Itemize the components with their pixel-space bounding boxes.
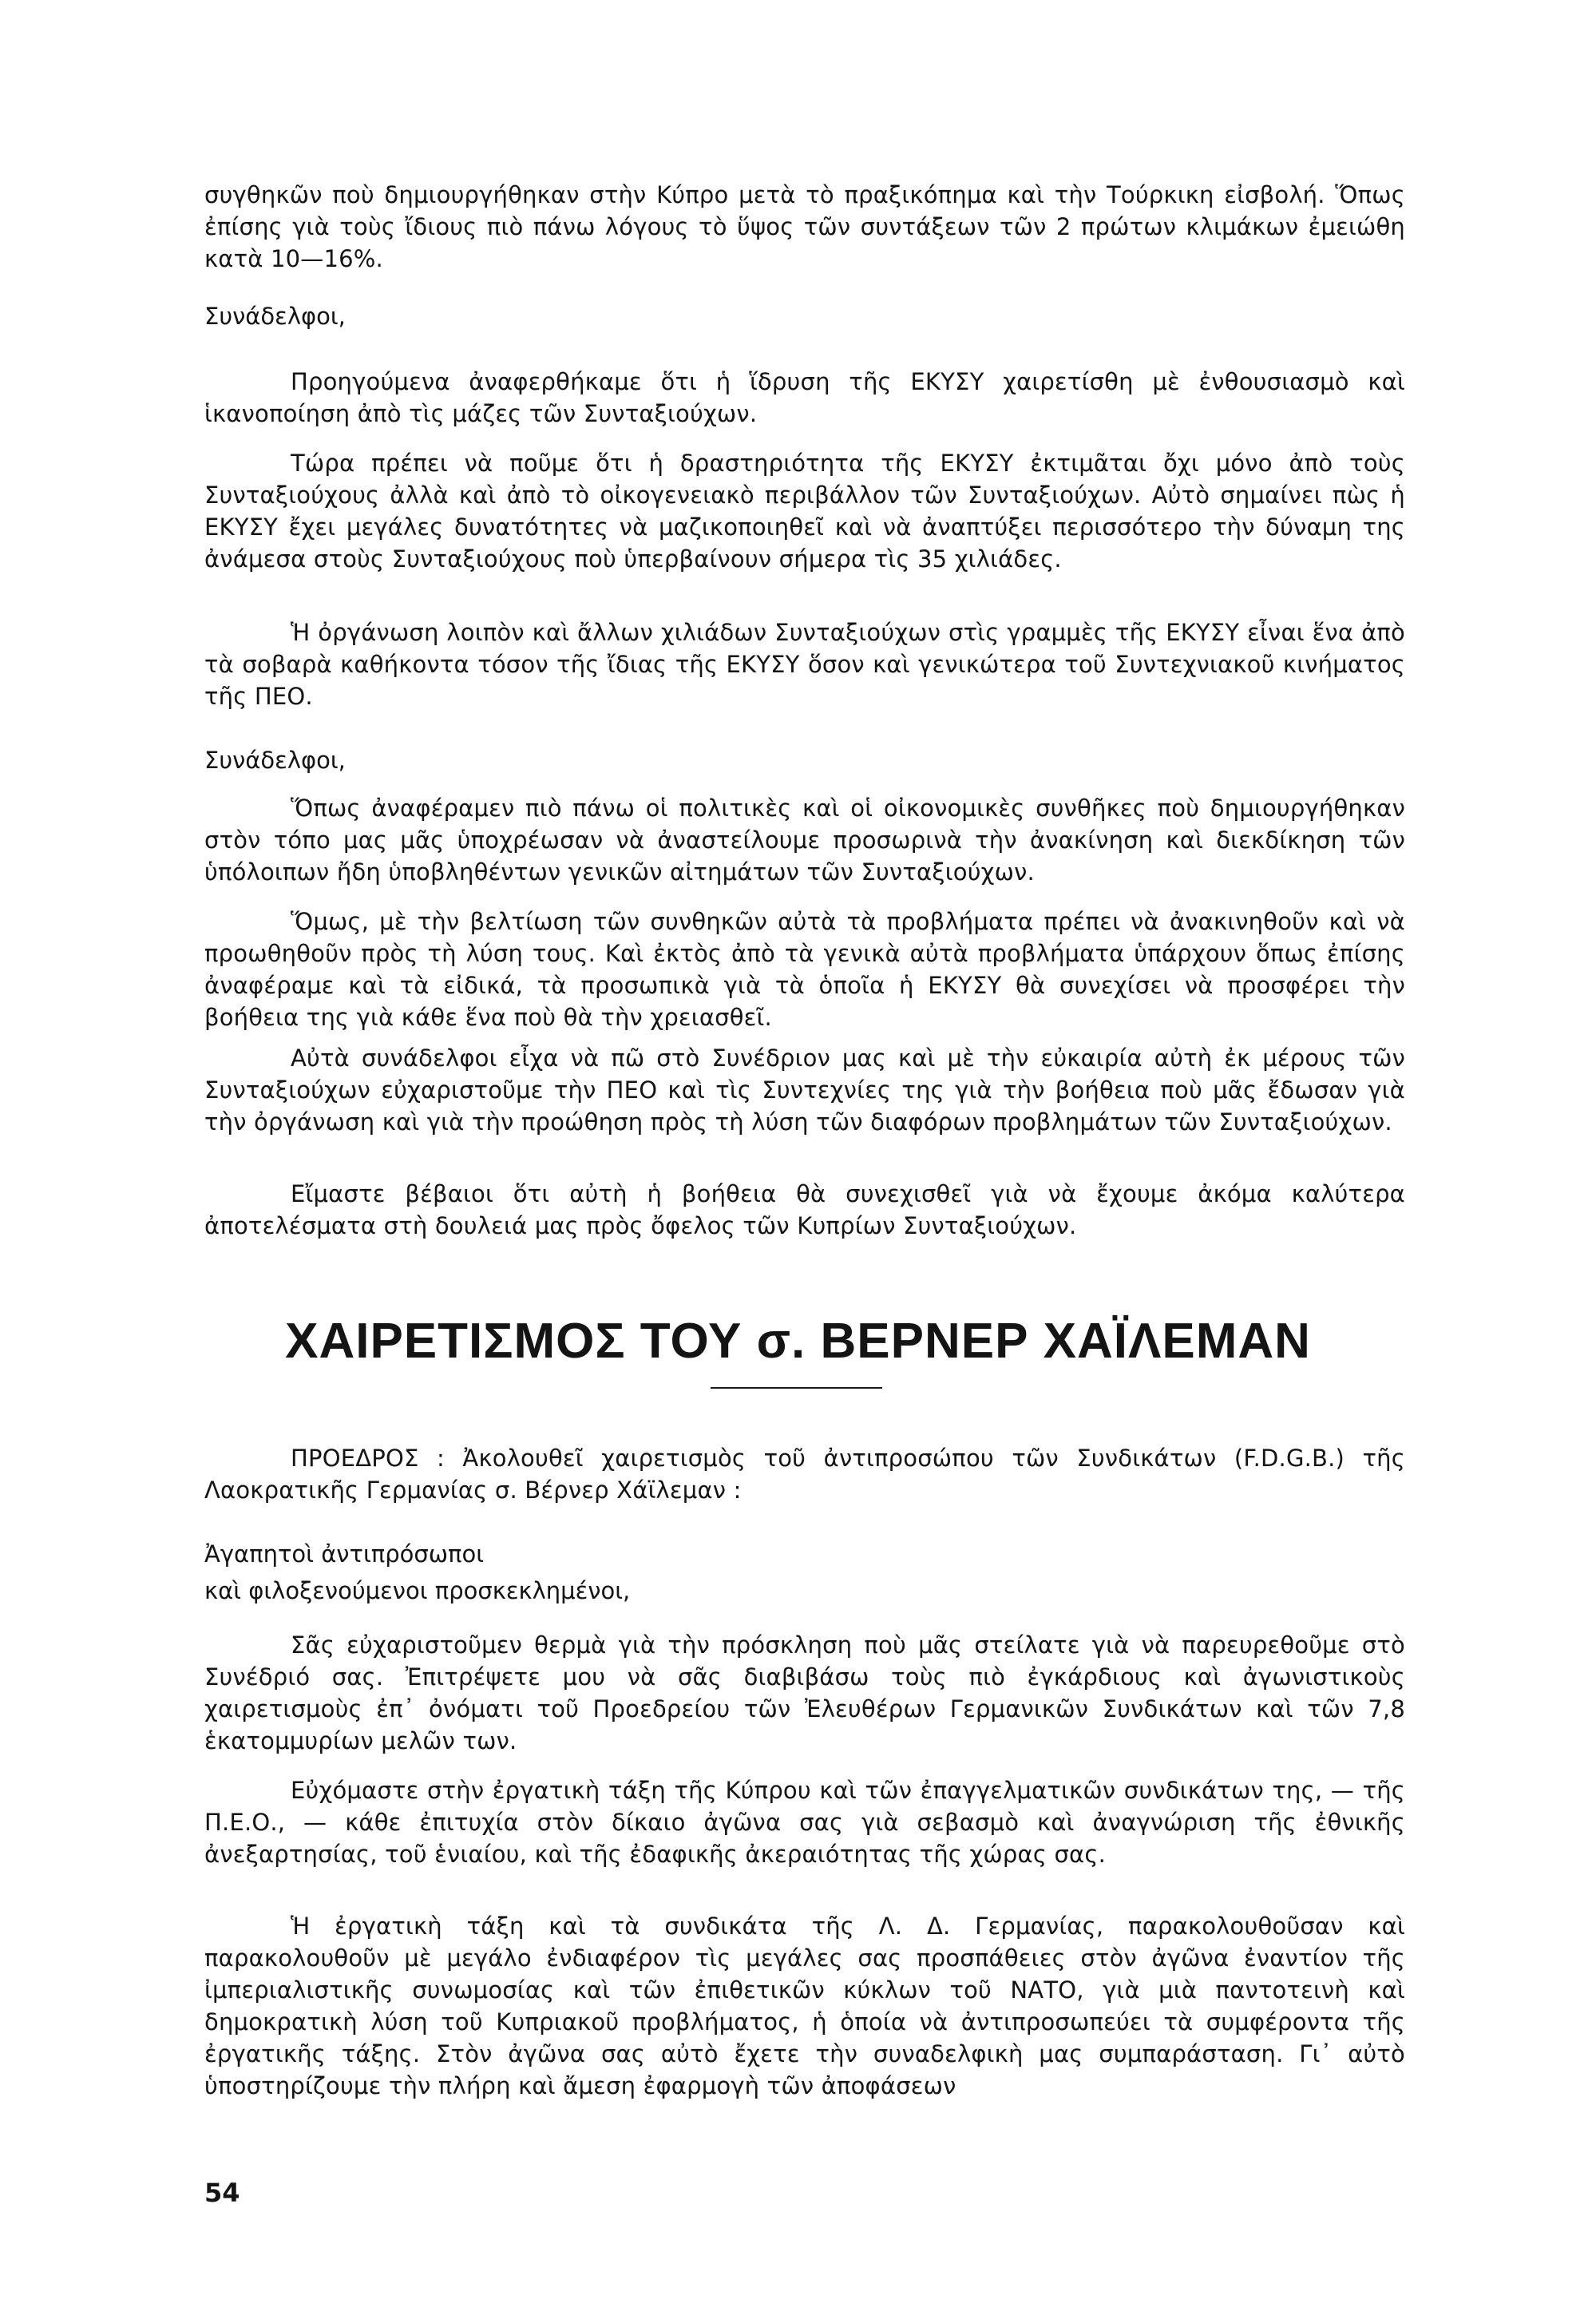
paragraph-problems: Ὅμως, μὲ τὴν βελτίωση τῶν συνθηκῶν αὐτὰ τὰ προβλήματα πρέπει νὰ ἀνακινηθοῦν καὶ νὰ προωθηθοῦν πρὸς τὴ λύση τους. Καὶ ἐκτὸς ἀπὸ τὰ γενικὰ αὐτὰ προβλήματα ὑπάρχουν ὅπως ἐπίσης ἀναφέραμε καὶ τὰ εἰδικά, τὰ προσωπικὰ γιὰ τὰ ὁποῖα ἡ ΕΚΥΣΥ θὰ συνεχίσει νὰ προσφέρει τὴν βοήθεια της γιὰ κάθε ἕνα ποὺ θὰ τὴν χρειασθεῖ. (204, 908, 1405, 1031)
paragraph-ekysy-founding: Προηγούμενα ἀναφερθήκαμε ὅτι ἡ ἵδρυση τῆς ΕΚΥΣΥ χαιρετίσθη μὲ ἐνθουσιασμὸ καὶ ἱκανοποίηση ἀπὸ τὶς μάζες τῶν Συνταξιούχων. (204, 368, 1405, 427)
salutation-guests: καὶ φιλοξενούμενοι προσκεκλημένοι, (204, 1577, 631, 1604)
page-number: 54 (204, 2178, 240, 2208)
paragraph-organisation: Ἡ ὀργάνωση λοιπὸν καὶ ἄλλων χιλιάδων Συνταξιούχων στὶς γραμμὲς τῆς ΕΚΥΣΥ εἶναι ἕνα ἀπὸ τὰ σοβαρὰ καθήκοντα τόσον τῆς ἴδιας τῆς ΕΚΥΣΥ ὅσον καὶ γενικώτερα τοῦ Συντεχνιακοῦ κινήματος τῆς ΠΕΟ. (204, 619, 1405, 710)
heading-underline (711, 1387, 882, 1389)
section-heading: ΧΑΙΡΕΤΙΣΜΟΣ ΤΟΥ σ. ΒΕΡΝΕΡ ΧΑΪΛΕΜΑΝ (285, 1314, 1311, 1369)
paragraph-wishes: Εὐχόμαστε στὴν ἐργατικὴ τάξη τῆς Κύπρου καὶ τῶν ἐπαγγελματικῶν συνδικάτων της, — τῆς Π.Ε.Ο., — κάθε ἐπιτυχία στὸν δίκαιο ἀγῶνα σας γιὰ σεβασμὸ καὶ ἀναγνώριση τῆς ἐθνικῆς ἀνεξαρτησίας, τοῦ ἑνιαίου, καὶ τῆς ἐδαφικῆς ἀκεραιότητας τῆς χώρας σας. (204, 1777, 1405, 1868)
chair-introduction: ΠΡΟΕΔΡΟΣ : Ἀκολουθεῖ χαιρετισμὸς τοῦ ἀντιπροσώπου τῶν Συνδικάτων (F.D.G.B.) τῆς Λαοκρατικῆς Γερμανίας σ. Βέρνερ Χάϊλεμαν : (204, 1445, 1405, 1504)
paragraph-ekysy-activity: Τώρα πρέπει νὰ ποῦμε ὅτι ἡ δραστηριότητα τῆς ΕΚΥΣΥ ἐκτιμᾶται ὄχι μόνο ἀπὸ τοὺς Συνταξιούχους ἀλλὰ καὶ ἀπὸ τὸ οἰκογενειακὸ περιβάλλον τῶν Συνταξιούχων. Αὐτὸ σημαίνει πὼς ἡ ΕΚΥΣΥ ἔχει μεγάλες δυνατότητες νὰ μαζικοποιηθεῖ καὶ νὰ ἀναπτύξει περισσότερο τὴν δύναμη της ἀνάμεσα στοὺς Συνταξιούχους ποὺ ὑπερβαίνουν σήμερα τὶς 35 χιλιάδες. (204, 450, 1405, 573)
paragraph-political-conditions: Ὅπως ἀναφέραμεν πιὸ πάνω οἱ πολιτικὲς καὶ οἱ οἰκονομικὲς συνθῆκες ποὺ δημιουργήθηκαν στὸν τόπο μας μᾶς ὑποχρέωσαν νὰ ἀναστείλουμε προσωρινὰ τὴν ἀνακίνηση καὶ διεκδίκηση τῶν ὑπόλοιπων ἤδη ὑποβληθέντων γενικῶν αἰτημάτων τῶν Συνταξιούχων. (204, 795, 1405, 886)
paragraph-thanks-invitation: Σᾶς εὐχαριστοῦμεν θερμὰ γιὰ τὴν πρόσκληση ποὺ μᾶς στείλατε γιὰ νὰ παρευρεθοῦμε στὸ Συνέδριό σας. Ἐπιτρέψετε μου νὰ σᾶς διαβιβάσω τοὺς πιὸ ἐγκάρδιους καὶ ἀγωνιστικοὺς χαιρετισμοὺς ἐπ᾿ ὀνόματι τοῦ Προεδρείου τῶν Ἐλευθέρων Γερμανικῶν Συνδικάτων καὶ τῶν 7,8 ἑκατομμυρίων μελῶν των. (204, 1631, 1405, 1754)
paragraph-opening: συγθηκῶν ποὺ δημιουργήθηκαν στὴν Κύπρο μετὰ τὸ πραξικόπημα καὶ τὴν Τούρκικη εἰσβολή. Ὅπως ἐπίσης γιὰ τοὺς ἴδιους πιὸ πάνω λόγους τὸ ὕψος τῶν συντάξεων τῶν 2 πρώτων κλιμάκων ἐμειώθη κατὰ 10—16%. (204, 181, 1405, 272)
salutation-delegates: Ἀγαπητοὶ ἀντιπρόσωποι (204, 1540, 485, 1568)
paragraph-thanks-peo: Αὐτὰ συνάδελφοι εἶχα νὰ πῶ στὸ Συνέδριον μας καὶ μὲ τὴν εὐκαιρία αὐτὴ ἐκ μέρους τῶν Συνταξιούχων εὐχαριστοῦμε τὴν ΠΕΟ καὶ τὶς Συντεχνίες της γιὰ τὴν βοήθεια ποὺ μᾶς ἔδωσαν γιὰ τὴν ὀργάνωση καὶ γιὰ τὴν προώθηση πρὸς τὴ λύση τῶν διαφόρων προβλημάτων τῶν Συνταξιούχων. (204, 1045, 1405, 1136)
greeting-colleagues-second: Συνάδελφοι, (204, 747, 346, 774)
paragraph-solidarity: Ἡ ἐργατικὴ τάξη καὶ τὰ συνδικάτα τῆς Λ. Δ. Γερμανίας, παρακολουθοῦσαν καὶ παρακολουθοῦν μὲ μεγάλο ἐνδιαφέρον τὶς μεγάλες σας προσπάθειες στὸν ἀγῶνα ἐναντίον τῆς ἰμπεριαλιστικῆς συνωμοσίας καὶ τῶν ἐπιθετικῶν κύκλων τοῦ ΝΑΤΟ, γιὰ μιὰ παντοτεινὴ καὶ δημοκρατικὴ λύση τοῦ Κυπριακοῦ προβλήματος, ἡ ὁποία νὰ ἀντιπροσωπεύει τὰ συμφέροντα τῆς ἐργατικῆς τάξης. Στὸν ἀγῶνα σας αὐτὸ ἔχετε τὴν συναδελφικὴ μας συμπαράσταση. Γι᾿ αὐτὸ ὑποστηρίζουμε τὴν πλήρη καὶ ἄμεση ἐφαρμογὴ τῶν ἀποφάσεων (204, 1913, 1405, 2099)
greeting-colleagues: Συνάδελφοι, (204, 303, 346, 330)
paragraph-confidence: Εἴμαστε βέβαιοι ὅτι αὐτὴ ἡ βοήθεια θὰ συνεχισθεῖ γιὰ νὰ ἔχουμε ἀκόμα καλύτερα ἀποτελέσματα στὴ δουλειά μας πρὸς ὄφελος τῶν Κυπρίων Συνταξιούχων. (204, 1180, 1405, 1239)
